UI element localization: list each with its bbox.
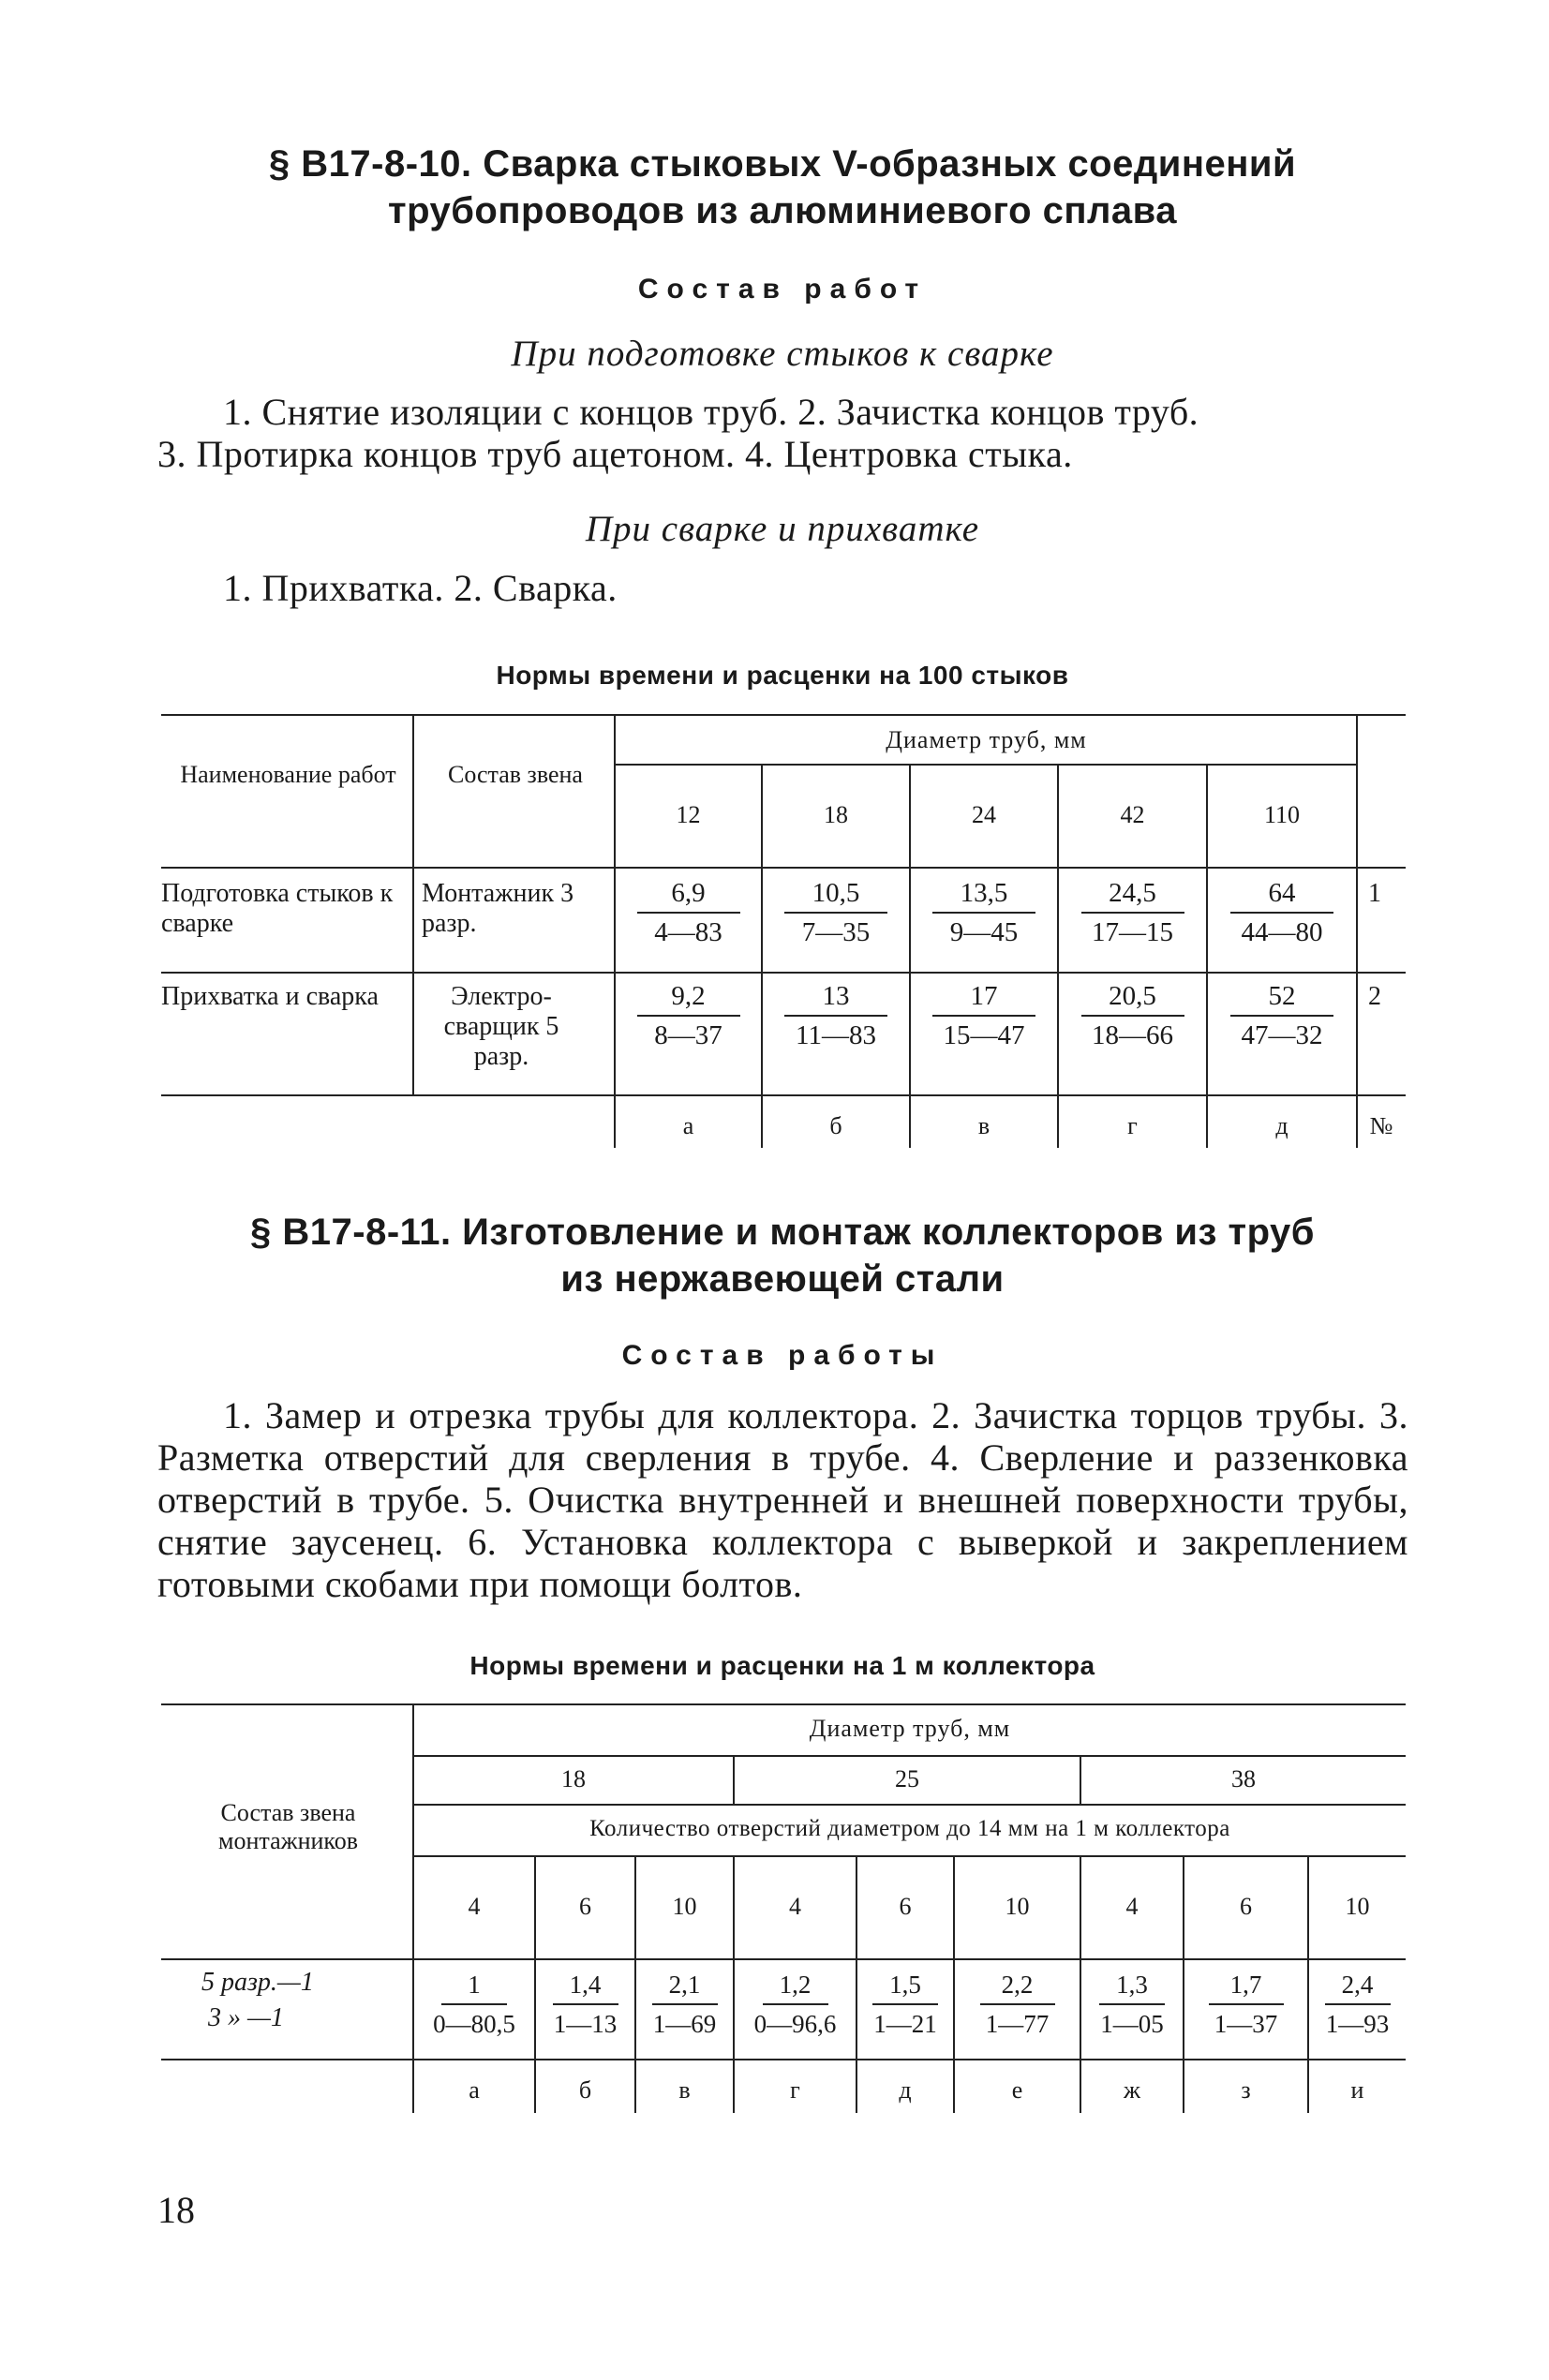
table2-cell-i <box>1309 1966 1406 2043</box>
norm: 64 <box>1230 874 1333 914</box>
table2-letter-5: д <box>899 2076 912 2104</box>
table1-number-label: № <box>1369 1112 1393 1139</box>
table1-row2-number: 2 <box>1368 982 1381 1011</box>
table2-holes-3: 10 <box>672 1893 697 1920</box>
norm: 9,2 <box>637 977 740 1017</box>
table2-diameter-25: 25 <box>895 1765 919 1792</box>
table1-letter-g: г <box>1127 1112 1138 1139</box>
table2-team-line1: 5 разр.—1 <box>201 1968 314 1997</box>
table2-holes-5: 6 <box>899 1893 912 1920</box>
table2-holes-8: 6 <box>1240 1893 1252 1920</box>
table1-row2-team: Электро-сварщик 5 разр. <box>443 982 559 1071</box>
table1-header-team: Состав звена <box>448 761 583 788</box>
norm: 13 <box>784 977 887 1017</box>
table1-row2-cell-b <box>763 977 909 1054</box>
table1-row1-cell-v <box>911 874 1057 951</box>
table1-letter-b: б <box>829 1112 842 1139</box>
section2-title-line2: из нержавеющей стали <box>560 1258 1005 1300</box>
table1-letter-v: в <box>977 1112 990 1139</box>
table1-row2-cell-v <box>911 977 1057 1054</box>
price: 0—96,6 <box>753 2010 837 2038</box>
table1-letter-a: а <box>682 1112 694 1139</box>
table2-letter-8: з <box>1241 2076 1251 2104</box>
norm: 17 <box>932 977 1035 1017</box>
section1-welding-text <box>157 567 1408 609</box>
table1-row2-name: Прихватка и сварка <box>161 982 379 1011</box>
table1-diameter-12: 12 <box>676 801 701 828</box>
table2-holes-4: 4 <box>789 1893 801 1920</box>
table2-cell-d <box>857 1966 953 2043</box>
table2-letter-4: г <box>790 2076 800 2104</box>
norm: 6,9 <box>637 874 740 914</box>
table2-letter-2: б <box>578 2076 592 2104</box>
price: 1—21 <box>873 2010 937 2038</box>
section1-preparation-text <box>157 391 1408 475</box>
price: 17—15 <box>1092 917 1173 947</box>
table2-cell-z <box>1184 1966 1307 2043</box>
table2-cell-a <box>414 1966 534 2043</box>
table2-cell-b <box>536 1966 634 2043</box>
section1-work-heading: Состав работ <box>637 274 928 305</box>
preparation-line2: 3. Протирка концов труб ацетоном. 4. Центровка стыка. <box>157 433 1073 475</box>
price: 11—83 <box>796 1020 876 1050</box>
norm: 2,2 <box>980 1966 1055 2005</box>
table2-holes-header: Количество отверстий диаметром до 14 мм на 1 м коллектора <box>589 1816 1230 1841</box>
price: 7—35 <box>801 917 871 947</box>
table1-row1-cell-d <box>1208 874 1356 951</box>
price: 8—37 <box>654 1020 722 1050</box>
price: 1—05 <box>1100 2010 1164 2038</box>
norm: 1,2 <box>763 1966 828 2005</box>
price: 44—80 <box>1241 917 1323 947</box>
preparation-line1: 1. Снятие изоляции с концов труб. 2. Зачистка концов труб. <box>223 391 1199 433</box>
table2-cell-v <box>636 1966 733 2043</box>
table1-row2-cell-a <box>616 977 761 1054</box>
section1-subheading-preparation: При подготовке стыков к сварке <box>511 334 1054 374</box>
norm: 2,1 <box>652 1966 718 2005</box>
table2-diameter-38: 38 <box>1231 1765 1256 1792</box>
table1-caption: Нормы времени и расценки на 100 стыков <box>496 661 1069 690</box>
price: 9—45 <box>949 917 1019 947</box>
norm: 1,4 <box>553 1966 618 2005</box>
table1-row2-cell-d <box>1208 977 1356 1054</box>
table1-row1-name: Подготовка стыков к сварке <box>161 879 394 938</box>
table2-holes-2: 6 <box>579 1893 591 1920</box>
table1-header-diameter: Диаметр труб, мм <box>886 726 1087 753</box>
table2-header-team: Состав звена монтажников <box>218 1799 358 1854</box>
price: 4—83 <box>654 917 722 947</box>
norm: 1,7 <box>1209 1966 1284 2005</box>
norm: 1 <box>441 1966 507 2005</box>
table1-diameter-42: 42 <box>1120 801 1145 828</box>
norm: 24,5 <box>1081 874 1184 914</box>
table2-team-line2: 3 » —1 <box>208 2003 284 2032</box>
table2-letter-9: и <box>1350 2076 1364 2104</box>
price: 15—47 <box>943 1020 1025 1050</box>
table2-cell-zh <box>1081 1966 1183 2043</box>
norm: 13,5 <box>932 874 1035 914</box>
section2-title-line1: § В17-8-11. Изготовление и монтаж коллекторов из труб <box>250 1212 1315 1253</box>
price: 1—77 <box>985 2010 1050 2038</box>
table1-row1-cell-a <box>616 874 761 951</box>
norm: 1,5 <box>872 1966 938 2005</box>
norm: 2,4 <box>1325 1966 1391 2005</box>
norm: 20,5 <box>1081 977 1184 1017</box>
price: 1—37 <box>1214 2010 1278 2038</box>
table1-header-work-name: Наименование работ <box>180 761 396 788</box>
table1-letter-d: д <box>1275 1112 1288 1139</box>
table1-row1-number: 1 <box>1368 879 1381 908</box>
section2-text: 1. Замер и отрезка трубы для коллектора. 2. Зачистка торцов трубы. 3. Разметка отверстий для сверления в трубе. 4. Сверление и раззенковка отверстий в трубе. 5. Очистка внутренней и внешней поверхности трубы, снятие заусенец. 6. Установка коллектора с выверкой и закреплением готовыми скобами при помощи болтов. <box>157 1394 1408 1605</box>
table2-holes-7: 4 <box>1125 1893 1139 1920</box>
table2-letter-1: а <box>469 2076 480 2104</box>
table2-caption: Нормы времени и расценки на 1 м коллектора <box>469 1651 1095 1680</box>
table1-row1-team: Монтажник 3 разр. <box>422 879 574 938</box>
norm: 1,3 <box>1099 1966 1165 2005</box>
table2-diameter-18: 18 <box>561 1765 586 1792</box>
price: 0—80,5 <box>433 2010 515 2038</box>
table1-row1-cell-g <box>1059 874 1206 951</box>
norm: 10,5 <box>784 874 887 914</box>
table1-row2-cell-g <box>1059 977 1206 1054</box>
table1-row1-cell-b <box>763 874 909 951</box>
table2-holes-6: 10 <box>1005 1893 1030 1920</box>
price: 1—69 <box>652 2010 717 2038</box>
table2-cell-e <box>955 1966 1080 2043</box>
section1-title-line2: трубопроводов из алюминиевого сплава <box>387 190 1177 231</box>
table2-letter-6: е <box>1011 2076 1023 2104</box>
section2-work-heading: Состав работы <box>621 1340 944 1371</box>
price: 1—13 <box>553 2010 618 2038</box>
norm: 52 <box>1230 977 1333 1017</box>
price: 1—93 <box>1325 2010 1390 2038</box>
page-number: 18 <box>157 2189 195 2231</box>
table1-diameter-18: 18 <box>824 801 848 828</box>
table2-holes-9: 10 <box>1345 1893 1370 1920</box>
price: 47—32 <box>1241 1020 1323 1050</box>
table2-cell-g <box>735 1966 856 2043</box>
table2-letter-3: в <box>678 2076 691 2104</box>
table1-diameter-110: 110 <box>1263 801 1301 828</box>
welding-line: 1. Прихватка. 2. Сварка. <box>223 567 618 609</box>
table1-diameter-24: 24 <box>972 801 996 828</box>
section1-title-line1: § В17-8-10. Сварка стыковых V-образных соединений <box>268 143 1297 185</box>
table2-letter-7: ж <box>1124 2076 1140 2104</box>
price: 18—66 <box>1092 1020 1173 1050</box>
table2-header-diameter: Диаметр труб, мм <box>809 1715 1011 1742</box>
table2-holes-1: 4 <box>468 1893 481 1920</box>
section1-subheading-welding: При сварке и прихватке <box>585 509 980 549</box>
